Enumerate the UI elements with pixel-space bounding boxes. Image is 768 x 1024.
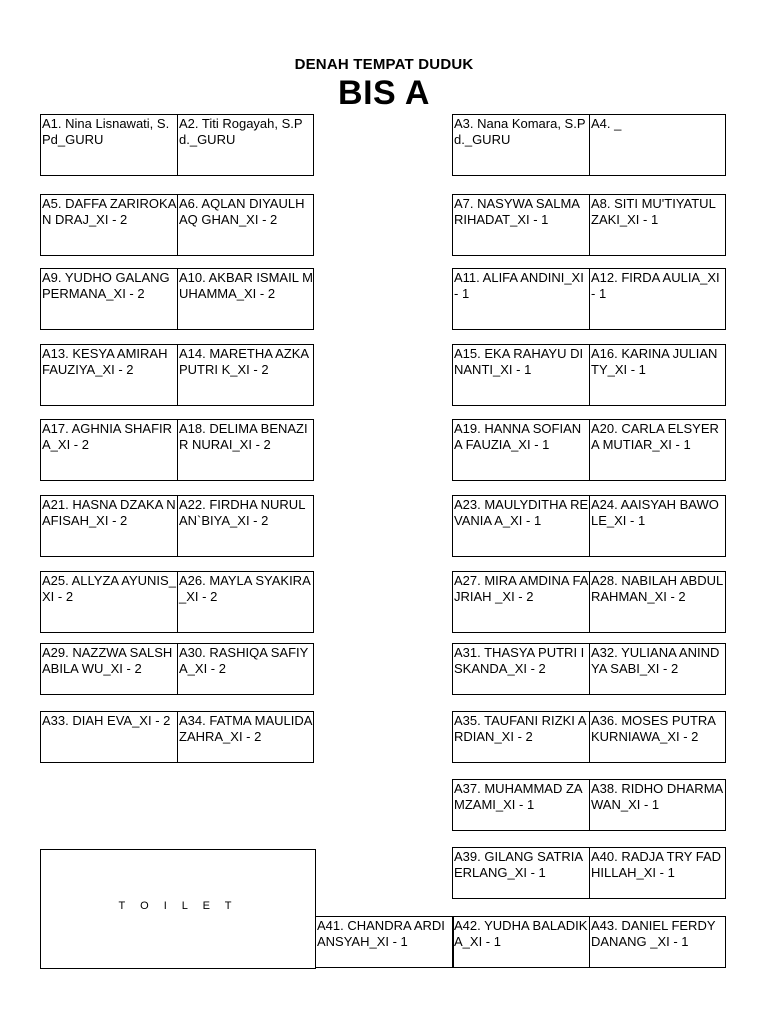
seat-a2[interactable]: A2. Titi Rogayah, S.Pd._GURU <box>179 116 303 147</box>
seat-a28[interactable]: A28. NABILAH ABDUL RAHMAN_XI - 2 <box>591 573 723 604</box>
seat-pair-a31-a32 <box>452 643 726 695</box>
page-title: BIS A <box>338 74 430 112</box>
seat-pair-a23-a24 <box>452 495 726 557</box>
seat-pair-a19-a20 <box>452 419 726 481</box>
toilet-label: T O I L E T <box>118 900 238 912</box>
seat-a26[interactable]: A26. MAYLA SYAKIRA_XI - 2 <box>179 573 311 604</box>
seat-a29[interactable]: A29. NAZZWA SALSHABILA WU_XI - 2 <box>41 644 178 694</box>
seat-a25[interactable]: A25. ALLYZA AYUNIS_XI - 2 <box>41 572 178 632</box>
seat-pair-a3-a4 <box>452 114 726 176</box>
seat-a17[interactable]: A17. AGHNIA SHAFIRA_XI - 2 <box>41 420 178 480</box>
seat-pair-a33-a34 <box>40 711 314 763</box>
seat-a32[interactable]: A32. YULIANA ANINDYA SABI_XI - 2 <box>591 645 720 676</box>
seat-pair-a17-a18 <box>40 419 314 481</box>
seat-a23[interactable]: A23. MAULYDITHA REVANIA A_XI - 1 <box>453 496 590 556</box>
page-subtitle: DENAH TEMPAT DUDUK <box>294 56 474 73</box>
seat-a13[interactable]: A13. KESYA AMIRAH FAUZIYA_XI - 2 <box>41 345 178 405</box>
seat-pair-a35-a36 <box>452 711 726 763</box>
seat-a27[interactable]: A27. MIRA AMDINA FAJRIAH _XI - 2 <box>453 572 590 632</box>
seat-a39[interactable]: A39. GILANG SATRIA ERLANG_XI - 1 <box>453 848 590 898</box>
seat-a22[interactable]: A22. FIRDHA NURUL AN`BIYA_XI - 2 <box>179 497 305 528</box>
seat-a30[interactable]: A30. RASHIQA SAFIYA_XI - 2 <box>179 645 309 676</box>
seat-a12[interactable]: A12. FIRDA AULIA_XI - 1 <box>591 270 720 301</box>
seat-pair-a5-a6 <box>40 194 314 256</box>
seat-pair-a39-a40 <box>452 847 726 899</box>
seat-pair-a21-a22 <box>40 495 314 557</box>
seat-a34[interactable]: A34. FATMA MAULIDA ZAHRA_XI - 2 <box>179 713 312 744</box>
seat-pair-a11-a12 <box>452 268 726 330</box>
seat-pair-a9-a10 <box>40 268 314 330</box>
seat-pair-a25-a26 <box>40 571 314 633</box>
seat-a15[interactable]: A15. EKA RAHAYU DINANTI_XI - 1 <box>453 345 590 405</box>
seat-a37[interactable]: A37. MUHAMMAD ZAMZAMI_XI - 1 <box>453 780 590 830</box>
seat-pair-a27-a28 <box>452 571 726 633</box>
seat-a40[interactable]: A40. RADJA TRY FADHILLAH_XI - 1 <box>591 849 722 880</box>
seat-a18[interactable]: A18. DELIMA BENAZIR NURAI_XI - 2 <box>179 421 308 452</box>
seat-a20[interactable]: A20. CARLA ELSYERA MUTIAR_XI - 1 <box>591 421 719 452</box>
seat-a43[interactable]: A43. DANIEL FERDY DANANG _XI - 1 <box>591 918 716 949</box>
seat-a41[interactable]: A41. CHANDRA ARDIANSYAH_XI - 1 <box>315 916 454 968</box>
seat-a21[interactable]: A21. HASNA DZAKA NAFISAH_XI - 2 <box>41 496 178 556</box>
seat-a10[interactable]: A10. AKBAR ISMAIL MUHAMMA_XI - 2 <box>179 270 313 301</box>
seat-pair-a29-a30 <box>40 643 314 695</box>
seat-pair-a1-a2 <box>40 114 314 176</box>
seat-pair-a15-a16 <box>452 344 726 406</box>
seat-a5[interactable]: A5. DAFFA ZARIROKAN DRAJ_XI - 2 <box>41 195 178 255</box>
seat-a38[interactable]: A38. RIDHO DHARMAWAN_XI - 1 <box>591 781 724 812</box>
seat-pair-a13-a14 <box>40 344 314 406</box>
seat-a19[interactable]: A19. HANNA SOFIANA FAUZIA_XI - 1 <box>453 420 590 480</box>
seat-pair-a37-a38 <box>452 779 726 831</box>
seat-a36[interactable]: A36. MOSES PUTRA KURNIAWA_XI - 2 <box>591 713 716 744</box>
seat-a14[interactable]: A14. MARETHA AZKA PUTRI K_XI - 2 <box>179 346 309 377</box>
seat-a9[interactable]: A9. YUDHO GALANG PERMANA_XI - 2 <box>41 269 178 329</box>
seat-a8[interactable]: A8. SITI MU'TIYATUL ZAKI_XI - 1 <box>591 196 716 227</box>
seat-a42[interactable]: A42. YUDHA BALADIKA_XI - 1 <box>453 917 590 967</box>
seat-a35[interactable]: A35. TAUFANI RIZKI ARDIAN_XI - 2 <box>453 712 590 762</box>
toilet-area <box>40 849 316 969</box>
seat-a24[interactable]: A24. AAISYAH BAWOLE_XI - 1 <box>591 497 719 528</box>
seat-a4[interactable]: A4. _ <box>591 116 622 131</box>
seat-a6[interactable]: A6. AQLAN DIYAULHAQ GHAN_XI - 2 <box>179 196 305 227</box>
seat-a11[interactable]: A11. ALIFA ANDINI_XI - 1 <box>453 269 590 329</box>
seat-a33[interactable]: A33. DIAH EVA_XI - 2 <box>41 712 178 762</box>
seat-a7[interactable]: A7. NASYWA SALMA RIHADAT_XI - 1 <box>453 195 590 255</box>
seat-a31[interactable]: A31. THASYA PUTRI ISKANDA_XI - 2 <box>453 644 590 694</box>
seat-a1[interactable]: A1. Nina Lisnawati, S.Pd_GURU <box>41 115 178 175</box>
seat-a16[interactable]: A16. KARINA JULIANTY_XI - 1 <box>591 346 718 377</box>
seat-pair-a42-a43 <box>452 916 726 968</box>
seat-pair-a7-a8 <box>452 194 726 256</box>
seat-a3[interactable]: A3. Nana Komara, S.Pd._GURU <box>453 115 590 175</box>
